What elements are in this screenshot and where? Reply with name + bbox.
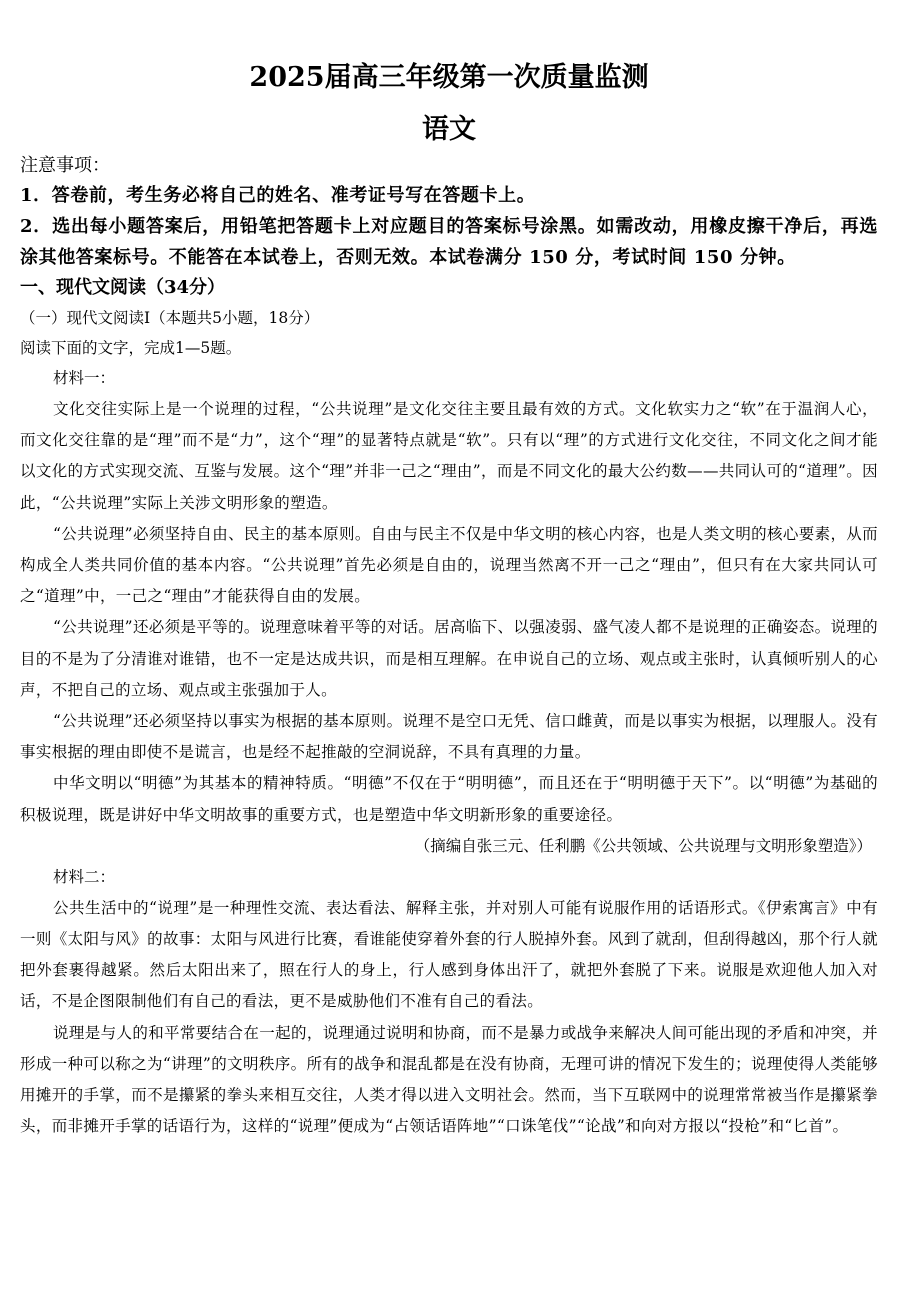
section-subheading: （一）现代文阅读Ⅰ（本题共5小题，18分） (20, 309, 320, 327)
notice-item-2: 2．选出每小题答案后，用铅笔把答题卡上对应题目的答案标号涂黑。如需改动，用橡皮擦干净后，再选涂其他答案标号。不能答在本试卷上，否则无效。本试卷满分 150 分，考试时间 150 分钟。 (20, 216, 878, 268)
material-1-paragraph-3: “公共说理”还必须是平等的。说理意味着平等的对话。居高临下、以强凌弱、盛气凌人都不是说理的正确姿态。说理的目的不是为了分清谁对谁错，也不一定是达成共识，而是相互理解。在申说自己的立场、观点或主张时，认真倾听别人的心声，不把自己的立场、观点或主张强加于人。 (20, 618, 878, 699)
section-heading: 一、现代文阅读（34分） (20, 277, 226, 298)
material-1-paragraph-5: 中华文明以“明德”为其基本的精神特质。“明德”不仅在于“明明德”，而且还在于“明明德于天下”。以“明德”为基础的积极说理，既是讲好中华文明故事的重要方式，也是塑造中华文明新形象的重要途径。 (20, 774, 878, 824)
material-2-paragraph-2: 说理是与人的和平常要结合在一起的，说理通过说明和协商，而不是暴力或战争来解决人间可能出现的矛盾和冲突，并形成一种可以称之为“讲理”的文明秩序。所有的战争和混乱都是在没有协商，无理可讲的情况下发生的；说理使得人类能够用摊开的手掌，而不是攥紧的拳头来相互交往，人类才得以进入文明社会。然而，当下互联网中的说理常常被当作是攥紧拳头，而非摊开手掌的话语行为，这样的“说理”便成为“占领话语阵地”“口诛笔伐”“论战”和向对方报以“投枪”和“匕首”。 (20, 1023, 878, 1136)
exam-title: 2025届高三年级第一次质量监测 (249, 62, 649, 93)
material-1-paragraph-2: “公共说理”必须坚持自由、民主的基本原则。自由与民主不仅是中华文明的核心内容，也是人类文明的核心要素，从而构成全人类共同价值的基本内容。“公共说理”首先必须是自由的，说理当然离不开一己之“理由”，但只有在大家共同认可之“道理”中，一己之“理由”才能获得自由的发展。 (20, 524, 878, 606)
exam-subject: 语文 (422, 114, 476, 145)
section-instruction: 阅读下面的文字，完成1—5题。 (20, 339, 242, 357)
material-1-source: （摘编自张三元、任利鹏《公共领域、公共说理与文明形象塑造》） (414, 836, 872, 855)
material-2-label: 材料二： (53, 867, 116, 886)
material-1-paragraph-4: “公共说理”还必须坚持以事实为根据的基本原则。说理不是空口无凭、信口雌黄，而是以事实为根据，以理服人。没有事实根据的理由即使不是谎言，也是经不起推敲的空洞说辞，不具有真理的力量。 (20, 712, 878, 762)
notice-item-1: 1．答卷前，考生务必将自己的姓名、准考证号写在答题卡上。 (20, 185, 536, 206)
material-1-paragraph-1: 文化交往实际上是一个说理的过程，“公共说理”是文化交往主要且最有效的方式。文化软实力之“软”在于温润人心，而文化交往靠的是“理”而不是“力”，这个“理”的显著特点就是“软”。只有以“理”的方式进行文化交往，不同文化之间才能以文化的方式实现交流、互鉴与发展。这个“理”并非一己之“理由”，而是不同文化的最大公约数——共同认可的“道理”。因此，“公共说理”实际上关涉文明形象的塑造。 (20, 400, 878, 512)
material-2-paragraph-1: 公共生活中的“说理”是一种理性交流、表达看法、解释主张，并对别人可能有说服作用的话语形式。《伊索寓言》中有一则《太阳与风》的故事：太阳与风进行比赛，看谁能使穿着外套的行人脱掉外套。风到了就刮，但刮得越凶，那个行人就把外套裹得越紧。然后太阳出来了，照在行人的身上，行人感到身体出汗了，就把外套脱了下来。说服是欢迎他人加入对话，不是企图限制他们有自己的看法，更不是威胁他们不准有自己的看法。 (20, 898, 878, 1011)
notice-heading: 注意事项： (20, 155, 110, 176)
exam-page (20, 60, 878, 1142)
material-1-label: 材料一： (53, 369, 116, 387)
